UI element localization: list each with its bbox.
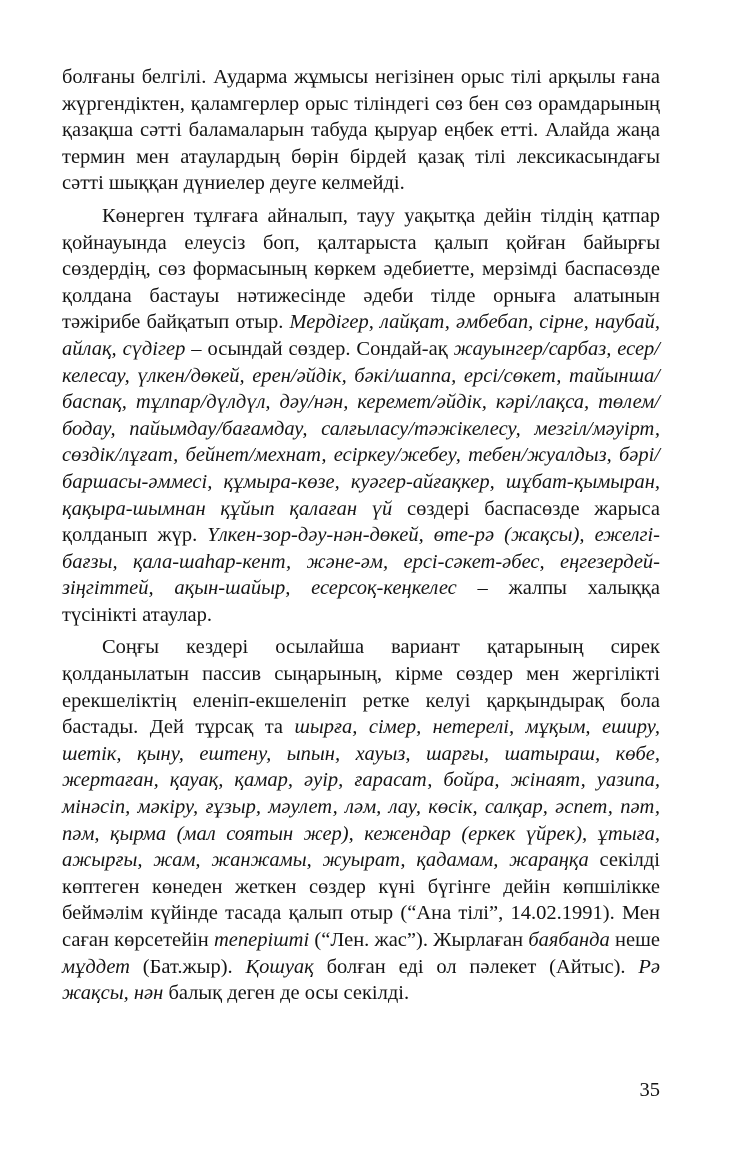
text-span: неше xyxy=(609,929,660,951)
text-span: (Бат.жыр). xyxy=(129,955,246,978)
italic-term-span: мұддет xyxy=(62,955,130,978)
text-span: (“Лен. жас”). Жырлаған xyxy=(309,929,529,951)
paragraph xyxy=(62,203,660,629)
italic-term-span: Мердігер, лайқат, әмбебап, сірне, наубай, айлақ, сүдігер xyxy=(62,311,661,360)
italic-term-span: баябанда xyxy=(528,929,610,951)
paragraph xyxy=(62,634,660,1006)
italic-term-span: жауынгер/сарбаз, есер/келесау, үлкен/дөкей, ерен/әйдік, бәкі/шаппа, ерсі/сөкет, тайынша/баспақ, тұлпар/дүлдүл, дәу/нән, керемет/әйдік, кәрі/лақса, төлем/бодау, пайымдау/бағамдау, салғыласу/тәжікелесу, мезгіл/мәуірт, сөздік/лұғат, бейнет/мехнат, есіркеу/жебеу, тебен/жуалдыз, бәрі/баршасы-әммесі, құмыра-көзе, куәгер-айғақкер, шұбат-қымыран, қақыра-шымнан құйып қалаған үй xyxy=(62,337,660,520)
italic-term-span: Үлкен-зор-дәу-нән-дөкей, өте-рә (жақсы), ежелгі-бағзы, қала-шаһар-кент, және-әм, ерсі-сәкет-әбес, еңгезердей-зіңгіттей, ақын-шайыр, есерсоқ-кеңкелес xyxy=(62,524,660,600)
italic-term-span: шырға, сімер, нетерелі, мұқым, еширу, шетік, қыну, ештену, ыпын, хауыз, шарғы, шатыраш, көбе, жертаған, қауақ, қамар, әуір, ғарасат, бойра, жінаят, уазипа, мінәсіп, мәкіру, ғұзыр, мәулет, ләм, лау, көсік, салқар, әспет, пәт, пәм, қырма (мал соятын жер), кежендар (еркек үйрек), ұтыға, ажырғы, жам, жанжамы, жуырат, қадамам, жараңқа xyxy=(62,716,660,872)
italic-term-span: Рә жақсы, нән xyxy=(62,955,660,1005)
text-span: секілді көптеген көнеден жеткен сөздер күні бүгінге дейін көпшілікке беймәлім күйінде тасада қалып отыр (“Ана тілі”, 14.02.1991). Мен саған көрсетейін xyxy=(62,849,660,951)
text-span: – осындай сөздер. Сондай-ақ xyxy=(185,337,454,360)
text-span: балық деген де осы секілді. xyxy=(163,982,410,1005)
paragraph xyxy=(62,64,660,197)
text-span: болған еді ол пәлекет (Айтыс). xyxy=(313,955,639,978)
body-text xyxy=(62,64,660,1013)
text-span: – жалпы халыққа түсінікті атаулар. xyxy=(62,577,660,626)
italic-term-span: тепеpішті xyxy=(214,929,310,951)
italic-term-span: Қошуақ xyxy=(245,955,314,978)
text-span: сөздері баспасөзде жарыса қолданып жүр. xyxy=(62,497,660,547)
page-number: 35 xyxy=(639,1079,660,1101)
text-span: Соңғы кездері осылайша вариант қатарының сирек қолданылатын пассив сыңарының, кірме сөздер мен жергілікті ерекшеліктің еленіп-екшеленіп ретке келуі қарқындырақ бола бастады. Дей тұрсақ та xyxy=(62,636,660,739)
text-span: болғаны белгілі. Аударма жұмысы негізінен орыс тілі арқылы ғана жүргендіктен, қаламгерлер орыс тіліндегі сөз бен сөз орамдарының қазақша сәтті баламаларын табуда қыруар еңбек етті. Алайда жаңа термин мен атаулардың бөрін бірдей қазақ тілі лексикасындағы сәтті шыққан дүниелер деуге келмейді. xyxy=(62,66,660,195)
text-span: Көнерген тұлғаға айналып, тауу уақытқа дейін тілдің қатпар қойнауында елеусіз боп, қалтарыста қалып қойған байырғы сөздердің, сөз формасының көркем әдебиетте, мерзімді баспасөзде қолдана бастауы нәтижесінде әдеби тілде орнығa алатынын тәжірибе байқатып отыр. xyxy=(62,204,660,334)
